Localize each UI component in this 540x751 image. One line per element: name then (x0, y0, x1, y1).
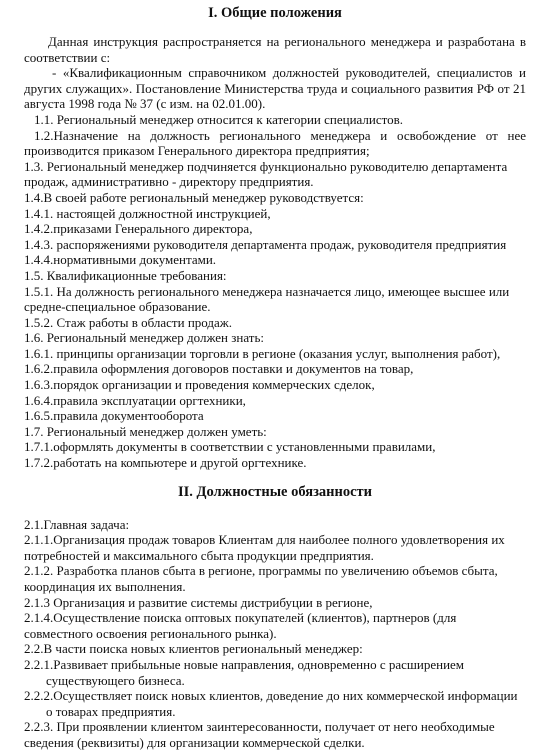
intro-reference: - «Квалификационным справочником должностей руководителей, специалистов и других служащих». Постановление Министерства труда и социального развития РФ от 21 августа 1998 года № 37 (с изм. на 02.01.00). (24, 65, 526, 112)
clause-1-4-1: 1.4.1. настоящей должностной инструкцией, (24, 205, 271, 221)
clause-1-6-2: 1.6.2.правила оформления договоров поставки и документов на товар, (24, 361, 414, 377)
clause-2-1: 2.1.Главная задача: (24, 516, 130, 532)
clause-1-7-2: 1.7.2.работать на компьютере и другой оргтехнике. (24, 455, 307, 471)
clause-1-7: 1.7. Региональный менеджер должен уметь: (24, 423, 267, 439)
clause-2-2-2: 2.2.2.Осуществляет поиск новых клиентов, доведение до них коммерческой информации о товарах предприятия. (24, 688, 518, 719)
clause-2-1-3: 2.1.3 Организация и развитие системы дистрибуции в регионе, (24, 594, 373, 610)
clause-2-2: 2.2.В части поиска новых клиентов региональный менеджер: (24, 641, 363, 657)
clause-1-1: 1.1. Региональный менеджер относится к категории специалистов. (34, 111, 404, 127)
clause-1-5-2: 1.5.2. Стаж работы в области продаж. (24, 314, 233, 330)
section-2-title: II. Должностные обязанности (177, 483, 373, 500)
clause-1-6-5: 1.6.5.правила документооборота (24, 408, 204, 424)
clause-1-6-4: 1.6.4.правила эксплуатации оргтехники, (24, 392, 246, 408)
clause-1-4: 1.4.В своей работе региональный менеджер руководствуется: (24, 189, 364, 205)
clause-2-2-1: 2.2.1.Развивает прибыльные новые направления, одновременно с расширением существующего бизнеса. (24, 656, 465, 688)
clause-1-3: 1.3. Региональный менеджер подчиняется функционально руководителю департамента продаж, административно - директору предприятия. (24, 158, 508, 190)
clause-1-2: 1.2.Назначение на должность регионального менеджера и освобождение от нее производится приказом Генерального директора предприятия; (24, 127, 526, 159)
intro-paragraph: Данная инструкция распространяется на регионального менеджера и разработана в соответствии с: (24, 34, 526, 65)
clause-1-6-1: 1.6.1. принципы организации торговли в регионе (оказания услуг, выполнения работ), (24, 345, 501, 361)
clause-1-6-3: 1.6.3.порядок организации и проведения коммерческих сделок, (24, 377, 375, 393)
clause-2-2-3: 2.2.3. При проявлении клиентом заинтересованности, получает от него необходимые сведения (реквизиты) для организации коммерческой сделки. (24, 719, 495, 750)
clause-2-1-1: 2.1.1.Организация продаж товаров Клиентам для наиболее полного удовлетворения их потребностей и максимального сбыта продукции предприятия. (24, 532, 505, 563)
clause-1-4-3: 1.4.3. распоряжениями руководителя департамента продаж, руководителя предприятия (24, 236, 507, 252)
clause-2-1-4: 2.1.4.Осуществление поиска оптовых покупателей (клиентов), партнеров (для совместного освоения регионального рынка). (24, 610, 457, 641)
section-1-title: I. Общие положения (208, 5, 342, 21)
clause-1-6: 1.6. Региональный менеджер должен знать: (24, 330, 264, 346)
clause-1-4-2: 1.4.2.приказами Генерального директора, (24, 221, 253, 237)
clause-1-7-1: 1.7.1.оформлять документы в соответствии с установленными правилами, (24, 439, 436, 455)
clause-1-5: 1.5. Квалификационные требования: (24, 267, 227, 283)
clause-1-4-4: 1.4.4.нормативными документами. (24, 252, 217, 268)
clause-2-1-2: 2.1.2. Разработка планов сбыта в регионе, программы по увеличению объемов сбыта, координация их выполнения. (24, 563, 498, 594)
clause-1-5-1: 1.5.1. На должность регионального менеджера назначается лицо, имеющее высшее или средне-специальное образование. (24, 283, 510, 315)
